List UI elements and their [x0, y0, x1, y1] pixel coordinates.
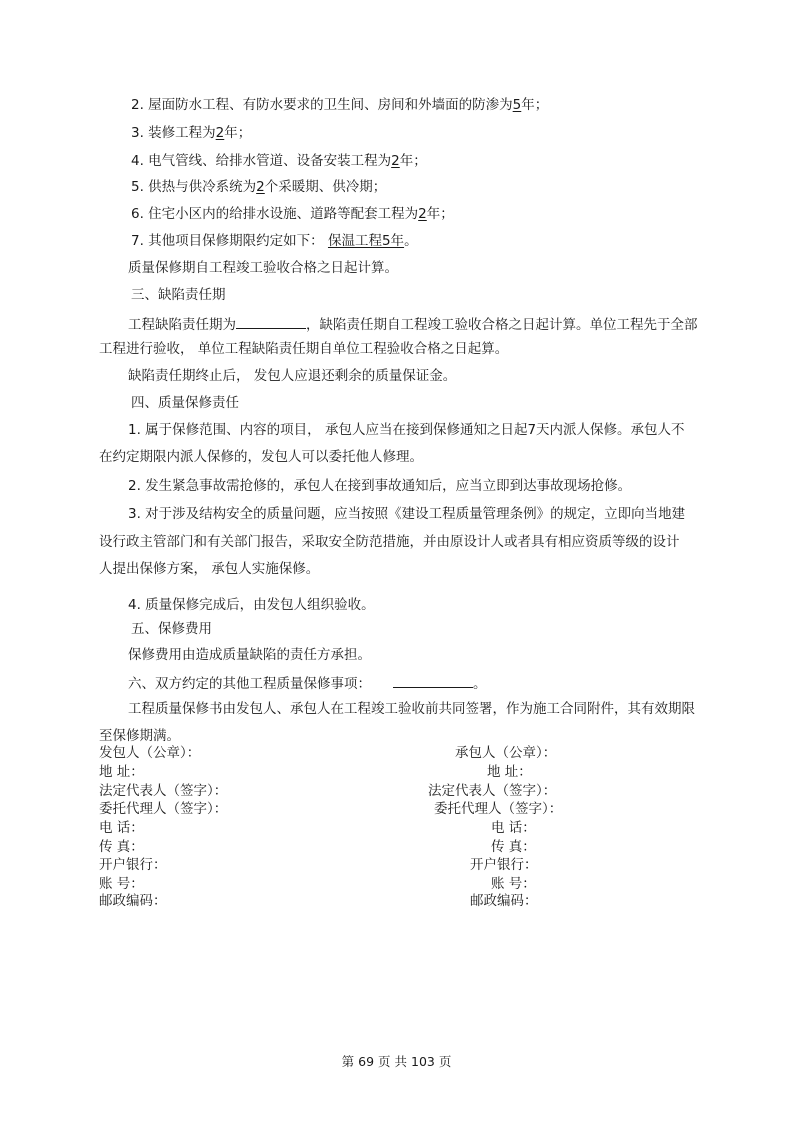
- section-3-line-3: 缺陷责任期终止后， 发包人应退还剩余的质量保证金。: [128, 368, 457, 384]
- closing-line-2: 至保修期满。: [99, 728, 180, 744]
- sig-right-agent: 委托代理人（签字）：: [434, 801, 563, 817]
- section-5-p1: 保修费用由造成质量缺陷的责任方承担。: [128, 647, 371, 663]
- section-4-heading: 四、质量保修责任: [131, 395, 239, 411]
- footer-post: 页: [438, 1054, 452, 1069]
- footer-page-number: 69: [358, 1054, 375, 1069]
- section-4-p3-b: 设行政主管部门和有关部门报告，采取安全防范措施，并由原设计人或者具有相应资质等级的设计: [99, 534, 680, 550]
- item-3: [131, 124, 251, 142]
- section-3-line-2: 工程进行验收， 单位工程缺陷责任期自单位工程验收合格之日起算。: [99, 341, 509, 357]
- item-4-text: 4. 电气管线、给排水管道、设备安装工程为: [131, 153, 392, 169]
- sig-left-fax: 传 真：: [99, 839, 144, 855]
- item-4: [131, 152, 427, 170]
- sig-left-legal-rep: 法定代表人（签字）：: [99, 783, 228, 799]
- sig-left-postcode: 邮政编码：: [99, 893, 167, 909]
- section-4-p1-b: 在约定期限内派人保修的，发包人可以委托他人修理。: [99, 449, 423, 465]
- sig-right-contractor: 承包人（公章）：: [455, 745, 557, 761]
- item-4-value: 2: [391, 153, 400, 169]
- item-3-text: 3. 装修工程为: [131, 125, 216, 141]
- page-footer: [0, 1052, 793, 1070]
- sig-right-postcode: 邮政编码：: [470, 893, 538, 909]
- section-6-blank: [393, 673, 473, 688]
- item-3-suffix: 年；: [224, 125, 252, 141]
- sig-left-phone: 电 话：: [99, 820, 144, 836]
- item-7: [131, 232, 418, 250]
- section-4-p1-a: 1. 属于保修范围、内容的项目， 承包人应当在接到保修通知之日起7天内派人保修。承包人不: [128, 422, 685, 438]
- footer-pre: 第: [341, 1054, 355, 1069]
- section-6-line: [128, 673, 487, 693]
- sig-right-account: 账 号：: [491, 876, 536, 892]
- section-5-heading: 五、保修费用: [131, 621, 212, 637]
- item-2-suffix: 年；: [521, 97, 549, 113]
- item-7-text: 7. 其他项目保修期限约定如下：: [131, 233, 328, 249]
- item-5-suffix: 个采暖期、供冷期；: [264, 179, 387, 195]
- section-4-p2: 2. 发生紧急事故需抢修的，承包人在接到事故通知后，应当立即到达事故现场抢修。: [128, 478, 632, 494]
- item-6-suffix: 年；: [426, 206, 454, 222]
- closing-line-1: 工程质量保修书由发包人、承包人在工程竣工验收前共同签署，作为施工合同附件，其有效期限: [128, 701, 695, 717]
- item-6-value: 2: [418, 206, 427, 222]
- section-4-p3-a: 3. 对于涉及结构安全的质量问题，应当按照《建设工程质量管理条例》的规定，立即向当地建: [128, 506, 686, 522]
- item-7-suffix: 。: [404, 233, 418, 249]
- item-2: [131, 96, 548, 114]
- item-7-value: 保温工程5年: [327, 233, 405, 249]
- sig-left-agent: 委托代理人（签字）：: [99, 801, 228, 817]
- defect-period-label: 工程缺陷责任期为: [128, 317, 236, 333]
- defect-period-text: ，缺陷责任期自工程竣工验收合格之日起计算。单位工程先于全部: [306, 317, 698, 333]
- item-2-value: 5: [512, 97, 522, 113]
- sig-left-address: 地 址：: [99, 764, 144, 780]
- defect-period-blank: [236, 314, 306, 329]
- sig-right-phone: 电 话：: [491, 820, 536, 836]
- footer-total-pages: 103: [411, 1054, 435, 1069]
- item-6-text: 6. 住宅小区内的给排水设施、道路等配套工程为: [131, 206, 419, 222]
- section-3-heading: 三、缺陷责任期: [131, 287, 226, 303]
- item-2-text: 2. 屋面防水工程、有防水要求的卫生间、房间和外墙面的防渗为: [131, 97, 513, 113]
- item-5-value: 2: [256, 179, 265, 195]
- sig-left-bank: 开户银行：: [99, 857, 167, 873]
- section-4-p4: 4. 质量保修完成后，由发包人组织验收。: [128, 597, 375, 613]
- footer-mid: 页 共: [378, 1054, 408, 1069]
- item-3-value: 2: [215, 125, 225, 141]
- sig-right-address: 地 址：: [487, 764, 532, 780]
- sig-right-fax: 传 真：: [491, 839, 536, 855]
- item-4-suffix: 年；: [399, 153, 427, 169]
- section-3-line-1: [128, 314, 698, 334]
- sig-left-account: 账 号：: [99, 876, 144, 892]
- section-6-suffix: 。: [473, 676, 487, 692]
- warranty-start-note: 质量保修期自工程竣工验收合格之日起计算。: [128, 260, 398, 276]
- item-5: [131, 178, 386, 196]
- section-4-p3-c: 人提出保修方案， 承包人实施保修。: [99, 561, 320, 577]
- sig-right-bank: 开户银行：: [470, 857, 538, 873]
- sig-left-employer: 发包人（公章）：: [99, 745, 201, 761]
- sig-right-legal-rep: 法定代表人（签字）：: [428, 783, 557, 799]
- section-6-heading: 六、双方约定的其他工程质量保修事项：: [128, 676, 371, 692]
- item-5-text: 5. 供热与供冷系统为: [131, 179, 257, 195]
- item-6: [131, 205, 454, 223]
